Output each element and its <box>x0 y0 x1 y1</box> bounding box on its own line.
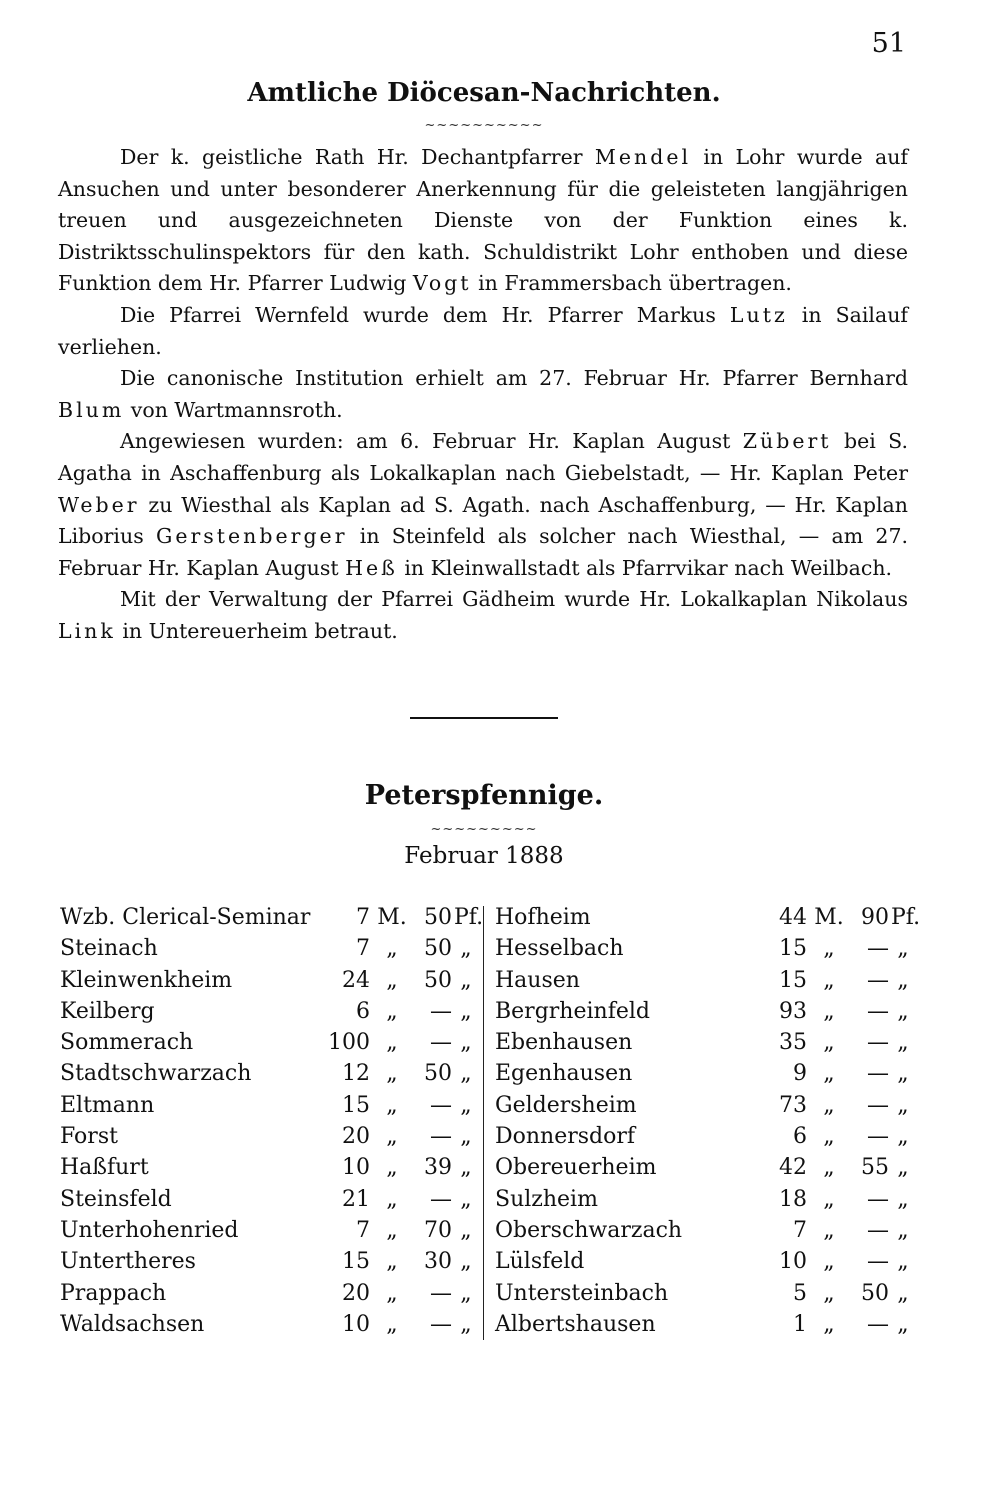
place-name: Donnersdorf <box>495 1124 636 1150</box>
amount-pfennig: — <box>867 1217 889 1243</box>
mark-unit: „ <box>823 1030 835 1056</box>
pfennig-unit: „ <box>897 1061 909 1087</box>
pfennig-unit: „ <box>897 1280 909 1306</box>
place-name: Egenhausen <box>495 1061 633 1087</box>
amount-pfennig: — <box>867 998 889 1024</box>
amount-pfennig: — <box>430 1311 452 1337</box>
text-segment: Die canonische Institution erhielt am 27. Februar Hr. Pfarrer Bernhard <box>120 366 908 391</box>
place-name: Ebenhausen <box>495 1030 633 1056</box>
amount-mark: 1 <box>793 1311 807 1337</box>
pfennig-unit: „ <box>460 1311 472 1337</box>
place-name: Hofheim <box>495 905 591 930</box>
amount-mark: 12 <box>342 1061 370 1087</box>
section-title-peterspfennige: Peterspfennige. <box>364 780 604 811</box>
amount-mark: 7 <box>356 1217 370 1243</box>
amount-mark: 7 <box>356 936 370 962</box>
pfennig-unit: „ <box>897 1030 909 1056</box>
donation-row <box>495 1246 915 1277</box>
pfennig-unit: „ <box>460 1124 472 1150</box>
mark-unit: „ <box>823 1186 835 1212</box>
donation-row <box>60 1246 478 1277</box>
place-name: Prappach <box>60 1280 167 1306</box>
donation-row <box>495 1309 915 1340</box>
amount-mark: 20 <box>342 1124 370 1150</box>
amount-pfennig: 50 <box>424 905 452 930</box>
amount-mark: 6 <box>356 998 370 1024</box>
amount-mark: 44 <box>779 905 807 930</box>
spaced-name: Gerstenberger <box>155 524 348 549</box>
place-name: Waldsachsen <box>60 1311 205 1337</box>
pfennig-unit: „ <box>460 967 472 993</box>
donation-row <box>495 1121 915 1152</box>
amount-pfennig: — <box>867 1249 889 1275</box>
spaced-name: Zübert <box>742 429 832 454</box>
paragraph <box>58 142 908 300</box>
mark-unit: „ <box>823 1217 835 1243</box>
mark-unit: „ <box>386 967 398 993</box>
pfennig-unit: „ <box>460 1186 472 1212</box>
spaced-name: Mendel <box>594 145 692 169</box>
text-segment: Angewiesen wurden: am 6. Februar Hr. Kaplan August <box>120 429 743 454</box>
place-name: Steinsfeld <box>60 1186 172 1212</box>
donation-row <box>495 1215 915 1246</box>
mark-unit: „ <box>823 1249 835 1275</box>
amount-pfennig: — <box>867 1124 889 1150</box>
donation-row <box>495 1184 915 1215</box>
amount-pfennig: — <box>867 1186 889 1212</box>
place-name: Oberschwarzach <box>495 1217 683 1243</box>
amount-pfennig: — <box>430 1186 452 1212</box>
pfennig-unit: „ <box>460 936 472 962</box>
amount-pfennig: — <box>430 998 452 1024</box>
donation-row <box>60 1058 478 1089</box>
text-segment: in Steinfeld als solcher nach Wiesthal, — am 27. Februar Hr. Kaplan August <box>58 524 909 580</box>
amount-pfennig: — <box>867 1092 889 1118</box>
mark-unit: M. <box>377 905 407 930</box>
place-name: Untersteinbach <box>495 1280 669 1306</box>
amount-mark: 15 <box>342 1092 370 1118</box>
mark-unit: „ <box>823 998 835 1024</box>
amount-pfennig: 30 <box>424 1249 452 1275</box>
place-name: Lülsfeld <box>495 1249 585 1275</box>
mark-unit: „ <box>386 1092 398 1118</box>
amount-pfennig: 50 <box>424 1061 452 1087</box>
place-name: Sommerach <box>60 1030 194 1056</box>
pfennig-unit: „ <box>897 1217 909 1243</box>
pfennig-unit: „ <box>897 1092 909 1118</box>
text-segment: Die Pfarrei Wernfeld wurde dem Hr. Pfarrer Markus <box>120 302 730 327</box>
amount-pfennig: — <box>430 1280 452 1306</box>
pfennig-unit: „ <box>460 1155 472 1181</box>
mark-unit: „ <box>386 1030 398 1056</box>
place-name: Wzb. Clerical-Seminar <box>60 905 311 930</box>
place-name: Forst <box>60 1124 118 1150</box>
donation-row <box>495 1027 915 1058</box>
mark-unit: „ <box>386 1061 398 1087</box>
amount-mark: 5 <box>793 1280 807 1306</box>
paragraph <box>58 363 908 426</box>
pfennig-unit: „ <box>460 1092 472 1118</box>
mark-unit: „ <box>823 1092 835 1118</box>
text-segment: zu Wiesthal als Kaplan ad S. Agath. nach Aschaffenburg, — Hr. Kaplan Liborius <box>58 492 908 549</box>
amount-pfennig: 90 <box>861 905 889 930</box>
place-name: Keilberg <box>60 998 155 1024</box>
diocesan-news-body <box>58 142 908 648</box>
place-name: Geldersheim <box>495 1092 637 1118</box>
place-name: Hausen <box>495 967 580 993</box>
pfennig-unit: „ <box>460 1030 472 1056</box>
spaced-name: Blum <box>58 397 125 422</box>
amount-mark: 6 <box>793 1124 807 1150</box>
pfennig-unit: „ <box>897 936 909 962</box>
text-segment: bei S. Agatha in Aschaffenburg als Lokalkaplan nach Giebelstadt, — Hr. Kaplan Peter <box>58 429 908 485</box>
amount-mark: 7 <box>793 1217 807 1243</box>
amount-pfennig: 50 <box>424 967 452 993</box>
spaced-name: Weber <box>58 492 140 517</box>
paragraph <box>58 300 908 363</box>
pfennig-unit: „ <box>460 1217 472 1243</box>
title-ornament: ~~~~~~~~~~ <box>424 118 544 133</box>
mark-unit: „ <box>386 1280 398 1306</box>
month-subtitle: Februar 1888 <box>404 843 564 869</box>
paragraph <box>58 426 908 584</box>
donation-row <box>60 933 478 964</box>
donation-row <box>60 996 478 1027</box>
mark-unit: „ <box>823 1280 835 1306</box>
amount-mark: 21 <box>342 1186 370 1212</box>
place-name: Bergrheinfeld <box>495 998 650 1024</box>
mark-unit: „ <box>823 967 835 993</box>
place-name: Stadtschwarzach <box>60 1061 252 1087</box>
mark-unit: „ <box>386 936 398 962</box>
pfennig-unit: „ <box>897 1311 909 1337</box>
pfennig-unit: „ <box>460 1280 472 1306</box>
donation-row <box>495 996 915 1027</box>
mark-unit: „ <box>823 936 835 962</box>
mark-unit: „ <box>823 1311 835 1337</box>
section-title-diocesan-news: Amtliche Diöcesan-Nachrichten. <box>247 78 721 108</box>
pfennig-unit: „ <box>897 1124 909 1150</box>
text-segment: von Wartmannsroth. <box>124 397 343 422</box>
mark-unit: „ <box>386 1155 398 1181</box>
section-divider <box>410 717 558 719</box>
donation-row <box>495 902 921 933</box>
donation-row <box>495 933 915 964</box>
spaced-name: Link <box>58 618 116 643</box>
donation-row <box>60 1215 478 1246</box>
pfennig-unit: „ <box>897 1155 909 1181</box>
amount-mark: 42 <box>779 1155 807 1181</box>
donation-row <box>495 1058 915 1089</box>
amount-mark: 73 <box>779 1092 807 1118</box>
place-name: Obereuerheim <box>495 1155 657 1181</box>
place-name: Eltmann <box>60 1092 155 1118</box>
mark-unit: „ <box>823 1124 835 1150</box>
donation-row <box>60 1184 478 1215</box>
pfennig-unit: „ <box>897 998 909 1024</box>
place-name: Sulzheim <box>495 1186 598 1212</box>
pfennig-unit: „ <box>460 998 472 1024</box>
mark-unit: „ <box>823 1061 835 1087</box>
amount-mark: 15 <box>779 936 807 962</box>
amount-mark: 10 <box>342 1155 370 1181</box>
pfennig-unit: „ <box>460 1061 472 1087</box>
text-segment: in Untereuerheim betraut. <box>115 618 398 643</box>
mark-unit: „ <box>386 1186 398 1212</box>
pfennig-unit: „ <box>460 1249 472 1275</box>
donation-row <box>495 1152 915 1183</box>
amount-mark: 7 <box>356 905 370 930</box>
page-number: 51 <box>871 28 906 59</box>
mark-unit: „ <box>386 1217 398 1243</box>
mark-unit: „ <box>386 1249 398 1275</box>
spaced-name: Vogt <box>412 271 472 296</box>
amount-mark: 20 <box>342 1280 370 1306</box>
mark-unit: „ <box>386 998 398 1024</box>
text-segment: in Kleinwallstadt als Pfarrvikar nach Weilbach. <box>397 555 893 580</box>
amount-pfennig: — <box>867 1311 889 1337</box>
mark-unit: „ <box>386 1124 398 1150</box>
amount-pfennig: — <box>867 1061 889 1087</box>
donation-row <box>60 902 484 933</box>
amount-mark: 10 <box>342 1311 370 1337</box>
pfennig-unit: Pf. <box>454 905 484 930</box>
place-name: Haßfurt <box>60 1155 149 1181</box>
mark-unit: „ <box>823 1155 835 1181</box>
place-name: Hesselbach <box>495 936 624 962</box>
place-name: Untertheres <box>60 1249 196 1275</box>
amount-pfennig: — <box>867 1030 889 1056</box>
amount-mark: 35 <box>779 1030 807 1056</box>
amount-mark: 10 <box>779 1249 807 1275</box>
donation-row <box>60 1027 478 1058</box>
donation-row <box>495 965 915 996</box>
amount-pfennig: 50 <box>861 1280 889 1306</box>
text-segment: Der k. geistliche Rath Hr. Dechantpfarrer <box>120 145 595 169</box>
amount-mark: 9 <box>793 1061 807 1087</box>
pfennig-unit: Pf. <box>891 905 921 930</box>
donation-row <box>60 1309 478 1340</box>
amount-mark: 18 <box>779 1186 807 1212</box>
amount-pfennig: 50 <box>424 936 452 962</box>
amount-pfennig: — <box>430 1030 452 1056</box>
donation-row <box>60 1278 478 1309</box>
amount-mark: 93 <box>779 998 807 1024</box>
donation-row <box>60 1090 478 1121</box>
paragraph <box>58 584 908 647</box>
donation-row <box>60 1121 478 1152</box>
amount-pfennig: — <box>867 936 889 962</box>
amount-pfennig: — <box>430 1124 452 1150</box>
donation-row <box>60 1152 478 1183</box>
spaced-name: Lutz <box>729 302 788 327</box>
amount-pfennig: — <box>867 967 889 993</box>
amount-pfennig: — <box>430 1092 452 1118</box>
amount-mark: 15 <box>779 967 807 993</box>
amount-pfennig: 39 <box>424 1155 452 1181</box>
pfennig-unit: „ <box>897 1249 909 1275</box>
amount-mark: 15 <box>342 1249 370 1275</box>
donation-row <box>495 1278 915 1309</box>
amount-pfennig: 70 <box>424 1217 452 1243</box>
title-ornament: ~~~~~~~~~ <box>430 822 538 837</box>
pfennig-unit: „ <box>897 967 909 993</box>
column-separator <box>483 906 484 1340</box>
amount-mark: 100 <box>328 1030 370 1056</box>
text-segment: in Lohr wurde auf Ansuchen und unter besonderer Anerkennung für die geleisteten langjährigen treuen und ausgezeichneten Dienste von der Funktion eines k. Distriktsschulinspektors für den kath. Schuldistrikt Lohr enthoben und diese Funktion dem Hr. Pfarrer Ludwig <box>58 145 908 296</box>
amount-pfennig: 55 <box>861 1155 889 1181</box>
spaced-name: Heß <box>345 555 398 580</box>
text-segment: in Sailauf verliehen. <box>58 302 908 359</box>
donations-list-right <box>495 902 921 1340</box>
mark-unit: M. <box>814 905 844 930</box>
mark-unit: „ <box>386 1311 398 1337</box>
pfennig-unit: „ <box>897 1186 909 1212</box>
place-name: Steinach <box>60 936 158 962</box>
donation-row <box>495 1090 915 1121</box>
amount-mark: 24 <box>342 967 370 993</box>
donation-row <box>60 965 478 996</box>
place-name: Unterhohenried <box>60 1217 239 1243</box>
donations-list-left <box>60 902 484 1340</box>
text-segment: Mit der Verwaltung der Pfarrei Gädheim wurde Hr. Lokalkaplan Nikolaus <box>120 587 908 612</box>
place-name: Albertshausen <box>495 1311 656 1337</box>
text-segment: in Frammersbach übertragen. <box>471 271 792 296</box>
place-name: Kleinwenkheim <box>60 967 233 993</box>
